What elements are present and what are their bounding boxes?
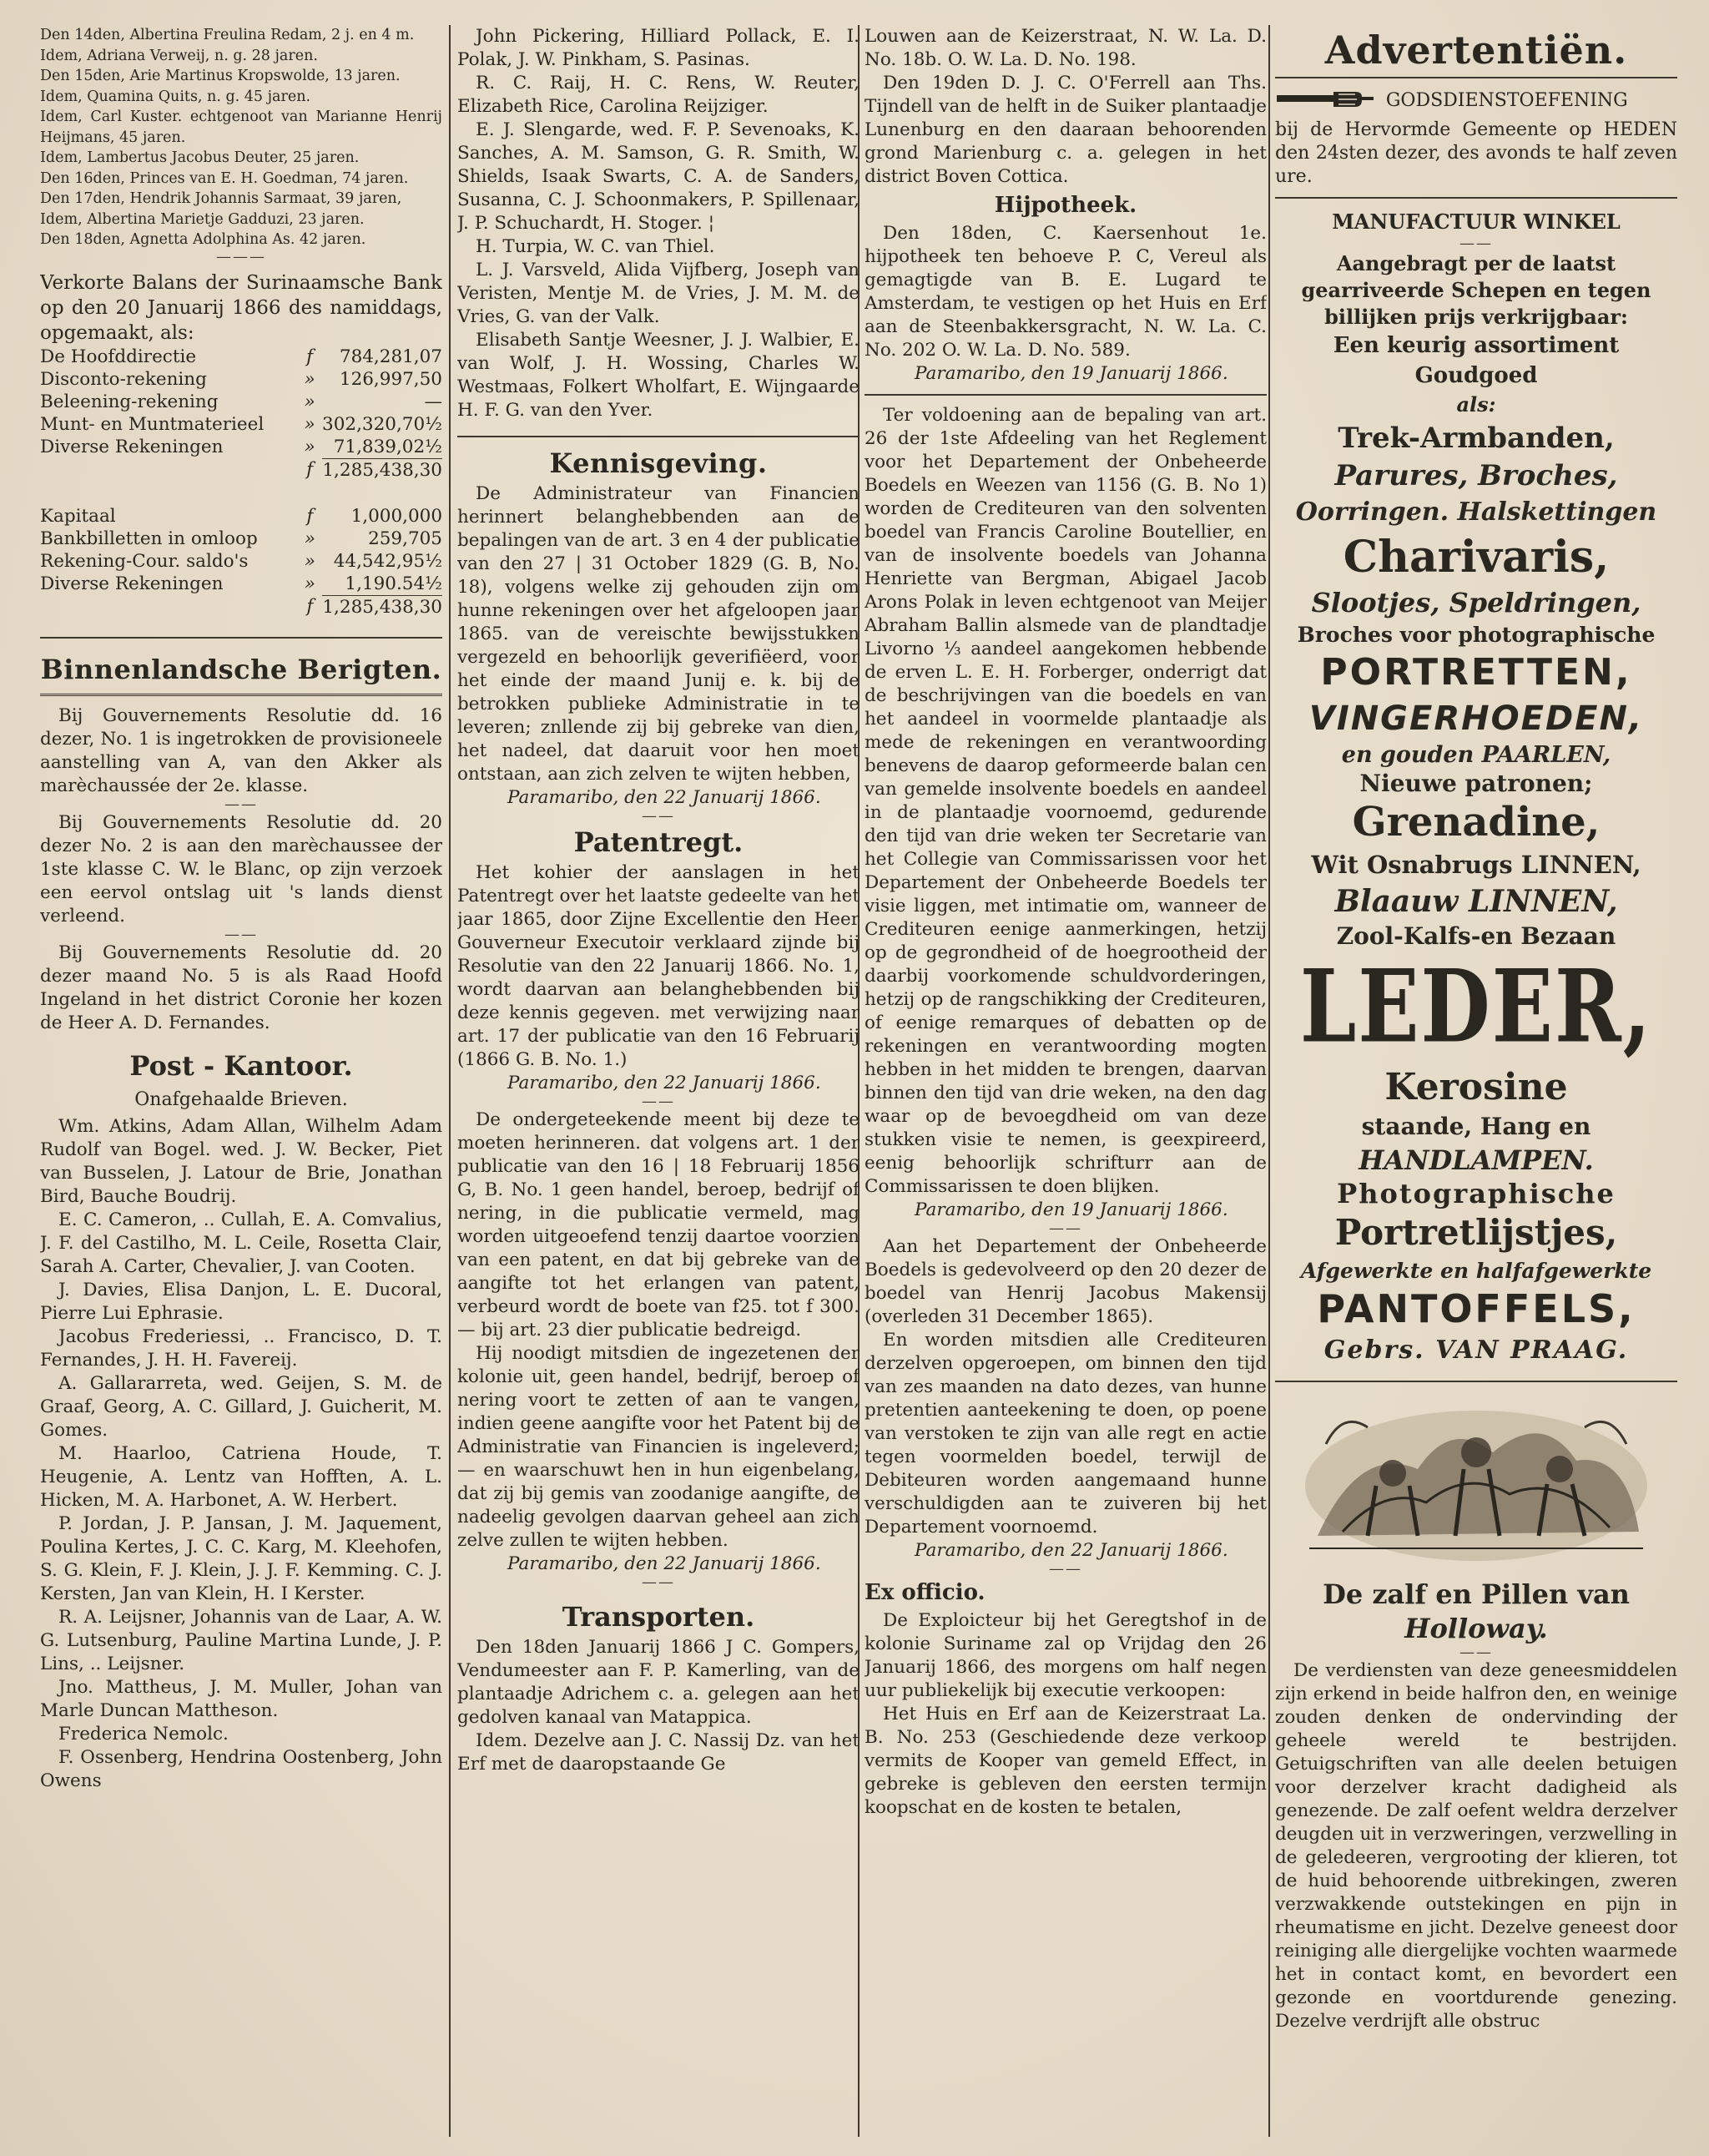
notice-paragraph: De Administrateur van Financien herinnert belanghebbenden aan de bepalingen van de art. 3 en 4 der publicatie van den 27 | 31 October 1829 (G. B, No. 18), volgens welke zij gehouden zijn om hunne rekeningen over het afgeloopen jaar 1865. van de vereischte bewijsstukken vergezeld en behoorlijk geverifiëerd, voor het einde der maand Junij e. k. bij de betrokken publieke Administratie in te leveren; znllende zij bij gebreke van dien, het nadeel, dat daaruit voor hen moet ontstaan, aan zich zelven te wijten hebben, [457, 483, 860, 785]
column-1 [40, 25, 442, 2141]
balance-currency: » [304, 528, 315, 549]
balance-total: 1,285,438,30 [322, 596, 442, 618]
balance-label: Kapitaal [40, 505, 116, 527]
dateline: Paramaribo, den 22 Januarij 1866. [507, 787, 821, 808]
balance-label: Disconto-rekening [40, 368, 207, 390]
ad-line: Trek-Armbanden, [1338, 422, 1615, 455]
balance-currency: f [306, 596, 314, 617]
death-notice: Idem, Albertina Marietje Gadduzi, 23 jaren. [40, 210, 365, 228]
balance-table-assets [40, 346, 442, 482]
ad-line: als: [1456, 392, 1496, 417]
notice-paragraph: Het kohier der aanslagen in het Patentregt over het laatste gedeelte van het jaar 1865, door Zijne Excellentie den Heer Gouverneur Executoir verklaard zijnde bij Resolutie van den 22 Januarij 1866. No. 1, wordt daarvan aan belanghebbenden bij deze kennis gegeven. met verwijzing naar art. 17 der publicatie van den 16 Februarij (1866 G. B. No. 1.) [457, 862, 860, 1070]
ad-heading: De zalf en Pillen van [1323, 1578, 1630, 1610]
letter-list: R. A. Leijsner, Johannis van de Laar, A. W. G. Lutsenburg, Pauline Martina Lunde, J. P. Lins, .. Leijsner. [40, 1606, 442, 1674]
balance-amount: 44,542,95½ [333, 550, 442, 572]
letter-list: L. J. Varsveld, Alida Vijfberg, Joseph van Veristen, Mentje M. de Vries, J. M. M. de Vries, G. van der Valk. [457, 260, 860, 327]
balance-total: 1,285,438,30 [322, 459, 442, 481]
notice-paragraph: Het Huis en Erf aan de Keizerstraat La. B. No. 253 (Geschiedende deze verkoop vermits de Kooper van gemeld Effect, in gebreke is gebleven den eersten termijn koopschat en de kosten te betalen, [865, 1704, 1267, 1818]
balance-currency: » [304, 573, 315, 594]
section-title: Hijpotheek. [994, 193, 1137, 218]
ad-line: en gouden PAARLEN, [1341, 742, 1611, 768]
balance-amount: 126,997,50 [339, 368, 442, 390]
ad-text: Aangebragt per de laatst gearriveerde Schepen en tegen billijken prijs verkrijgbaar: [1301, 251, 1651, 329]
dateline: Paramaribo, den 19 Januarij 1866. [915, 1199, 1228, 1220]
balance-currency: f [306, 346, 314, 367]
ad-line: Afgewerkte en halfafgewerkte [1300, 1259, 1652, 1283]
column-3 [865, 25, 1267, 2141]
notice-paragraph: De Exploicteur bij het Geregtshof in de kolonie Suriname zal op Vrijdag den 26 Januarij 1866, des morgens om half negen uur publiekelijk bij executie verkoopen: [865, 1610, 1267, 1701]
dateline: Paramaribo, den 22 Januarij 1866. [507, 1553, 821, 1574]
balance-row [40, 550, 442, 573]
balance-table-liabilities [40, 505, 442, 619]
balance-label: Beleening-rekening [40, 391, 219, 412]
balance-label: Bankbilletten in omloop [40, 528, 258, 549]
ad-heading: Holloway. [1404, 1613, 1548, 1644]
balance-label: De Hoofddirectie [40, 346, 197, 367]
death-notice: Den 16den, Princes van E. H. Goedman, 74 jaren. [40, 169, 409, 187]
separator: —— [1459, 235, 1493, 252]
letter-list: John Pickering, Hilliard Pollack, E. I. Polak, J. W. Pinkham, S. Pasinas. [457, 26, 860, 70]
balance-row [40, 346, 442, 368]
letter-list: A. Gallararreta, wed. Geijen, S. M. de Graaf, Georg, A. C. Gillard, J. Guicherit, M. Gomes. [40, 1372, 442, 1441]
section-title: Transporten. [562, 1601, 755, 1633]
news-paragraph: Bij Gouvernements Resolutie dd. 20 dezer No. 2 is aan den marèchaussee der 1ste klasse C. W. le Blanc, op zijn verzoek een eervol ontslag uit 's lands dienst verleend. [40, 811, 442, 927]
balance-total-row [40, 458, 442, 482]
notice-paragraph: De ondergeteekende meent bij deze te moeten herinneren. dat volgens art. 1 der publicatie van den 16 | 18 Februarij 1856 G, B. No. 1 geen handel, beroep, bedrijf of nering, in die publicatie vermeld, mag worden uitgeoefend tenzij daartoe voorzien van een patent, en dat bij gebreke van de aangifte tot het erlangen van patent, verbeurd wordt de boete van f25. tot f 300. — bij art. 23 dier publicatie bedreigd. [457, 1109, 860, 1341]
ad-line: staande, Hang en [1361, 1113, 1591, 1140]
balance-label: Rekening-Cour. saldo's [40, 550, 249, 572]
news-paragraph: Bij Gouvernements Resolutie dd. 20 dezer maand No. 5 is als Raad Hoofd Ingeland in het district Coronie her kozen de Heer A. D. Fernandes. [40, 942, 442, 1033]
notice-paragraph: Hij noodigt mitsdien de ingezetenen der kolonie uit, geen handel, bedrijf, beroep of nering voort te zetten of aan te vangen, indien geene aangifte voor het Patent bij de Administratie van Financien is ingeleverd; — en waarschuwt hen in hun eigenbelang, dat zij bij gemis van zoodanige aangifte, de nadeelig gevolgen daarvan geheel aan zich zelve zullen te wijten hebben. [457, 1343, 860, 1551]
balance-amount: 71,839,02½ [333, 436, 442, 457]
death-notice: Den 17den, Hendrik Johannis Sarmaat, 39 jaren, [40, 190, 402, 207]
separator: ——— [216, 247, 266, 265]
divider [457, 436, 860, 437]
balance-row [40, 391, 442, 413]
dateline: Paramaribo, den 19 Januarij 1866. [915, 363, 1228, 384]
letter-list: Jacobus Frederiessi, .. Francisco, D. T. Fernandes, J. H. H. Favereij. [40, 1325, 442, 1371]
ad-line: PANTOFFELS, [1317, 1286, 1636, 1331]
divider [1275, 1381, 1677, 1382]
balance-amount: 1,000,000 [350, 505, 442, 527]
balance-row [40, 573, 442, 596]
death-notice: Den 14den, Albertina Freulina Redam, 2 j. en 4 m. [40, 27, 415, 43]
ad-line: Een keurig assortiment Goudgoed [1333, 333, 1620, 388]
balance-amount: 784,281,07 [339, 346, 442, 367]
separator: —— [642, 807, 675, 825]
death-notice: Den 18den, Agnetta Adolphina As. 42 jaren. [40, 231, 366, 248]
ad-line: Slootjes, Speldringen, [1311, 587, 1641, 619]
letter-list: F. Ossenberg, Hendrina Oostenberg, John Owens [40, 1746, 442, 1791]
section-subtitle: Onafgehaalde Brieven. [134, 1088, 348, 1110]
column-rule [449, 25, 451, 2137]
column-4-advertisements [1275, 25, 1677, 2141]
death-notice: Idem, Adriana Verweij, n. g. 28 jaren. [40, 47, 318, 64]
ad-line: Parures, Broches, [1334, 459, 1618, 492]
balance-label: Munt- en Muntmaterieel [40, 413, 265, 435]
balance-currency: f [306, 459, 314, 480]
ad-line: Gebrs. VAN PRAAG. [1323, 1336, 1629, 1365]
balance-total-row [40, 595, 442, 619]
section-title: Ex officio. [865, 1580, 986, 1605]
engraving-illustration-icon [1293, 1394, 1660, 1569]
ad-manufactuur [1275, 207, 1677, 1369]
notice-paragraph: Idem. Dezelve aan J. C. Nassij Dz. van het Erf met de daaropstaande Ge [457, 1730, 860, 1775]
ad-line: Photographische [1337, 1178, 1616, 1209]
ad-line: Nieuwe patronen; [1359, 770, 1593, 797]
ad-text: De verdiensten van deze geneesmiddelen zijn erkend in beide halfron den, en weinige zouden denken de ondervinding der geheele wereld te bestrijden. Getuigschriften van alle deelen betuigen voor derzelver kracht dadigheid als genezende. De zalf oefent weldra derzelver deugden uit in verzweringen, verzwelling in de geledeeren, vergrooting der klieren, tot de huid behoorende uitbrekingen, zweren verzwakkende outstekingen en pijn in rheumatisme en jicht. Dezelve geneest door reiniging alle diergelijke vochten waarmede het in contact komt, en bevordert een gezonde en voortdurende genezing. Dezelve verdrijft alle obstruc [1275, 1660, 1677, 2032]
letter-list: Elisabeth Santje Weesner, J. J. Walbier, E. van Wolf, J. H. Wossing, Charles W. Westmaas, Folkert Wholfart, E. Wijngaarde H. F. G. van den Yver. [457, 330, 860, 421]
balance-amount: 1,190.54½ [345, 573, 442, 594]
death-notice: Den 15den, Arie Martinus Kropswolde, 13 jaren. [40, 68, 401, 84]
ad-line: Charivaris, [1343, 532, 1610, 583]
advertisements-title: Advertentiën. [1324, 28, 1628, 73]
balance-currency: » [304, 550, 315, 572]
divider [1275, 197, 1677, 199]
balance-title: Verkorte Balans der Surinaamsche Bank op den 20 Januarij 1866 des namiddags, opgemaakt, als: [40, 271, 442, 344]
ad-godsdienst [1275, 83, 1677, 189]
separator: —— [1049, 1219, 1082, 1237]
letter-list: R. C. Raij, H. C. Rens, W. Reuter, Elizabeth Rice, Carolina Reijziger. [457, 73, 860, 117]
news-paragraph: Bij Gouvernements Resolutie dd. 16 dezer, No. 1 is ingetrokken de provisioneele aanstelling van A, van den Akker als marèchaussée der 2e. klasse. [40, 704, 442, 796]
dateline: Paramaribo, den 22 Januarij 1866. [507, 1073, 821, 1093]
balance-row [40, 368, 442, 391]
letter-list: Frederica Nemolc. [58, 1723, 229, 1744]
balance-amount: 302,320,70½ [322, 413, 442, 435]
divider [865, 394, 1267, 396]
divider [40, 694, 442, 696]
ad-line: Broches voor photographische [1297, 623, 1656, 647]
death-notice: Idem, Carl Kuster. echtgenoot van Marianne Henrij Heijmans, 45 jaren. [40, 109, 442, 146]
balance-amount: 259,705 [368, 528, 442, 549]
divider [1275, 77, 1677, 78]
ad-line: HANDLAMPEN. [1359, 1144, 1594, 1176]
ad-line: VINGERHOEDEN, [1308, 699, 1644, 738]
balance-currency: » [304, 436, 315, 457]
separator: —— [642, 1573, 675, 1591]
balance-currency: f [306, 505, 314, 527]
death-notices [40, 25, 442, 250]
ad-line: Oorringen. Halskettingen [1295, 497, 1657, 527]
balance-amount: — [424, 391, 442, 412]
balance-currency: » [304, 368, 315, 390]
ad-line: Blaauw LINNEN, [1334, 884, 1618, 919]
separator: —— [1049, 1560, 1082, 1578]
ad-text: bij de Hervormde Gemeente op HEDEN den 24sten dezer, des avonds te half zeven ure. [1275, 119, 1677, 187]
letter-list: M. Haarloo, Catriena Houde, T. Heugenie, A. Lentz van Hofften, A. L. Hicken, M. A. Harbonet, A. W. Herbert. [40, 1442, 442, 1511]
letter-list: J. Davies, Elisa Danjon, L. E. Ducoral, Pierre Lui Ephrasie. [40, 1279, 442, 1324]
balance-label: Diverse Rekeningen [40, 436, 224, 457]
letter-list: P. Jordan, J. P. Jansan, J. M. Jaquement, Poulina Kertes, J. C. C. Karg, M. Kleehofen, S. G. Klein, F. J. Klein, J. J. F. Kemming. C. J. Kersten, Jan van Klein, H. I Kerster. [40, 1512, 442, 1604]
letter-list: Jno. Mattheus, J. M. Muller, Johan van Marle Duncan Mattheson. [40, 1676, 442, 1721]
ad-line: Portretlijstjes, [1334, 1212, 1618, 1253]
balance-label: Diverse Rekeningen [40, 573, 224, 594]
ad-line: Wit Osnabrugs LINNEN, [1311, 851, 1641, 879]
letter-list: E. J. Slengarde, wed. F. P. Sevenoaks, K. Sanches, A. M. Samson, G. R. Smith, W. Shields, Isaak Swarts, C. A. de Sanders, Susanna, C. J. Schoonmakers, P. Spillenaar, J. P. Schuchardt, H. Stoger. ¦ [457, 119, 860, 234]
ad-line: Zool-Kalfs-en Bezaan [1336, 922, 1616, 950]
notice-paragraph: Den 18den Januarij 1866 J C. Gompers, Vendumeester aan F. P. Kamerling, van de plantaadje Adrichem c. a. gelegen aan het gedolven kanaal van Matappica. [457, 1637, 860, 1728]
balance-row [40, 413, 442, 436]
balance-currency: » [304, 413, 315, 435]
letter-list: E. C. Cameron, .. Cullah, E. A. Comvalius, J. F. del Castilho, M. L. Ceile, Rosetta Clair, Sarah A. Carter, Chevalier, J. van Cooten. [40, 1209, 442, 1277]
column-rule [1268, 25, 1270, 2137]
separator: —— [224, 925, 258, 943]
death-notice: Idem, Lambertus Jacobus Deuter, 25 jaren. [40, 149, 360, 166]
section-title: Kennisgeving. [549, 447, 768, 479]
separator: —— [642, 1093, 675, 1110]
notice-paragraph: Louwen aan de Keizerstraat, N. W. La. D. No. 18b. O. W. La. D. No. 198. [865, 26, 1267, 70]
notice-paragraph: Den 18den, C. Kaersenhout 1e. hijpotheek ten behoeve P. C, Vereul als gemagtigde van B. E. Lugard te Amsterdam, te vestigen op het Huis en Erf aan de Steenbakkersgracht, N. W. La. C. No. 202 O. W. La. D. No. 589. [865, 223, 1267, 361]
notice-paragraph: En worden mitsdien alle Crediteuren derzelven opgeroepen, om binnen den tijd van zes maanden na dato dezes, van hunne pretentien aanteekening te doen, op poene van verstoken te zijn van alle regt en actie tegen voormelden boedel, terwijl de Debiteuren worden aangemaand hunne verschuldigden aan te zuiveren bij het Departement voornoemd. [865, 1330, 1267, 1537]
ad-holloway [1275, 1394, 1677, 2033]
separator: —— [1459, 1644, 1493, 1661]
balance-row [40, 436, 442, 459]
section-title: Binnenlandsche Berigten. [40, 653, 442, 685]
column-2 [457, 25, 860, 2141]
balance-row [40, 528, 442, 550]
ad-line: LEDER, [1299, 947, 1653, 1065]
dateline: Paramaribo, den 22 Januarij 1866. [915, 1540, 1228, 1561]
divider [40, 637, 442, 639]
pointing-hand-icon [1275, 83, 1375, 119]
section-title: Post - Kantoor. [129, 1049, 353, 1082]
ad-line: PORTRETTEN, [1320, 651, 1632, 694]
ad-line: Kerosine [1384, 1066, 1568, 1108]
ad-heading: GODSDIENSTOEFENING [1385, 90, 1628, 111]
balance-currency: » [304, 391, 315, 412]
section-title: Patentregt. [573, 826, 744, 858]
ad-line: Grenadine, [1352, 799, 1601, 846]
letter-list: Wm. Atkins, Adam Allan, Wilhelm Adam Rudolf van Bogel. wed. J. W. Becker, Piet van Busselen, J. Latour de Brie, Jonathan Bird, Bauche Boudrij. [40, 1115, 442, 1207]
separator: —— [224, 795, 258, 813]
letter-list: H. Turpia, W. C. van Thiel. [476, 236, 715, 257]
death-notice: Idem, Quamina Quits, n. g. 45 jaren. [40, 88, 311, 105]
notice-paragraph: Ter voldoening aan de bepaling van art. 26 der 1ste Afdeeling van het Reglement voor het Departement der Onbeheerde Boedels en Weezen van 1156 (G. B. No 1) worden de Crediteuren van den solventen boedel van Francis Caroline Boutellier, en van de insolvente boedels van Johanna Henriette van Bergman, Abigael Jacob Arons Polak in leven echtgenoot van Meijer Abraham Ballin alsmede van de plandtadje Livorno ⅓ aandeel aangekomen hebbende de erven L. E. H. Forberger, onderrigt dat de beschrijvingen van die boedels en van het aandeel in voormelde plantaadje als mede de rekeningen en verantwoording benevens de daarop geformeerde balan cen van gemelde insolvente boedels en aandeel in de plantaadje voornoemd, gedurende den tijd van drie weken ter Secretarie van het Collegie van Commissarissen voor het Departement der Onbeheerde Boedels ter visie liggen, met intimatie om, wanneer de Crediteuren eenige aanmerkingen, hetzij op de gegrondheid of de hoegrootheid der daarbij voorkomende schuldvorderingen, hetzij op de rangschikking der Crediteuren, of eenige remarques of debatten op de rekeningen en verantwoording mogten hebben in het midden te brengen, daarvan binnen den tijd van drie weken, na den dag waar op de bevoegdheid om van deze stukken visie te nemen, is geexpireerd, eenig behoorlijk schrifturr aan de Commissarissen te doen blijken. [865, 405, 1267, 1197]
balance-row [40, 505, 442, 528]
notice-paragraph: Den 19den D. J. C. O'Ferrell aan Ths. Tijndell van de helft in de Suiker plantaadje Lunenburg en den daaraan behoorenden grond Marienburg c. a. gelegen in het district Boven Cottica. [865, 73, 1267, 187]
ad-heading: MANUFACTUUR WINKEL [1332, 210, 1621, 234]
notice-paragraph: Aan het Departement der Onbeheerde Boedels is gedevolveerd op den 20 dezer de boedel van Henrij Jacobus Makensij (overleden 31 December 1865). [865, 1236, 1267, 1327]
